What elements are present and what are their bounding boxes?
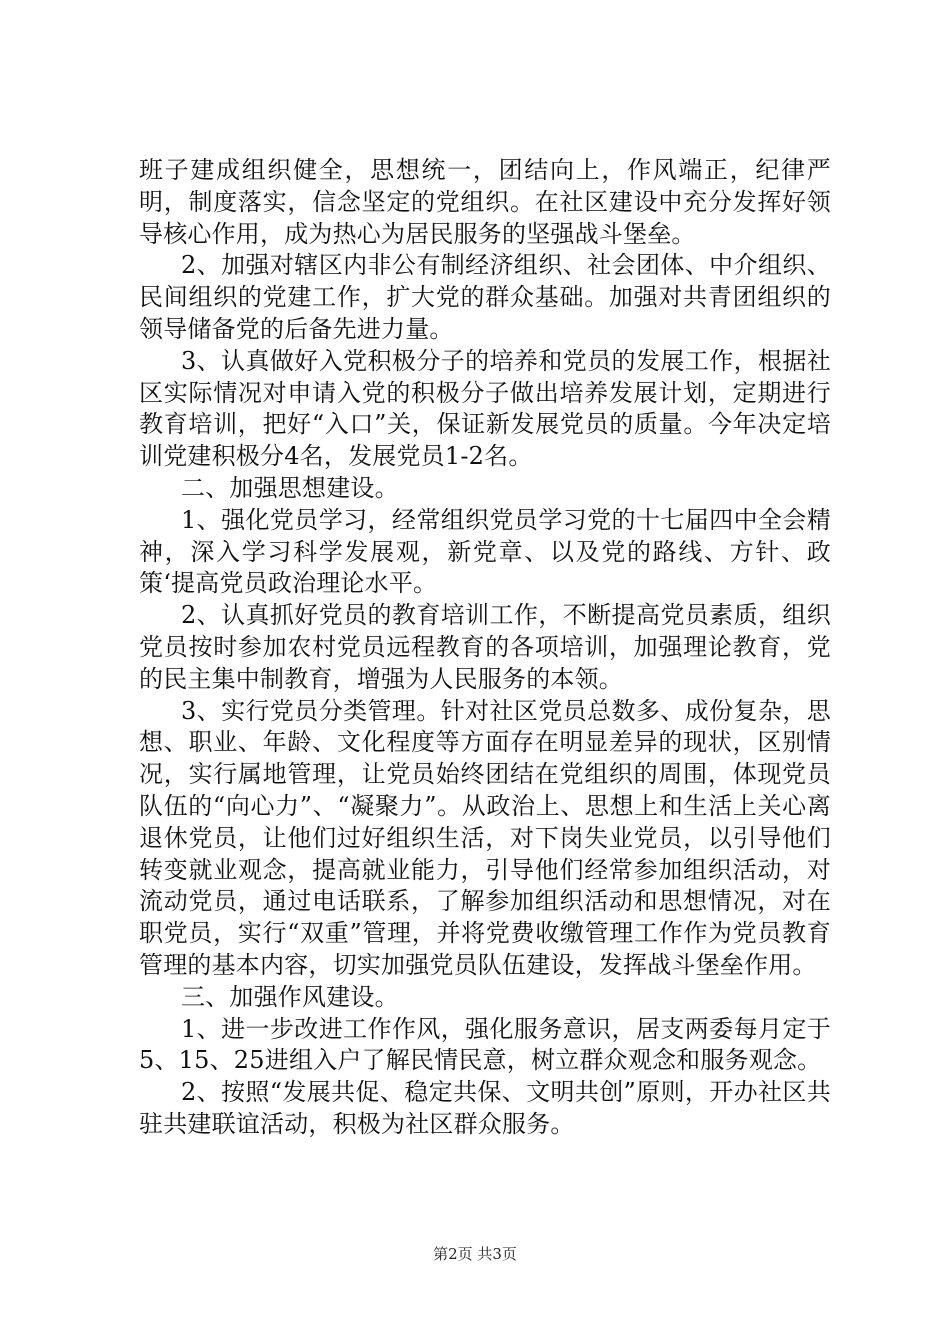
document-body — [139, 155, 831, 1141]
paragraph-item-2: 2、加强对辖区内非公有制经济组织、社会团体、中介组织、民间组织的党建工作，扩大党的群众基础。加强对共青团组织的领导储备党的后备先进力量。 — [139, 251, 831, 343]
paragraph-item-1: 1、进一步改进工作作风，强化服务意识，居支两委每月定于5、15、25进组入户了解民情民意，树立群众观念和服务观念。 — [139, 1014, 831, 1075]
section-heading-3: 三、加强作风建设。 — [181, 982, 399, 1011]
paragraph-continuation: 班子建成组织健全，思想统一，团结向上，作风端正，纪律严明，制度落实，信念坚定的党组织。在社区建设中充分发挥好领导核心作用，成为热心为居民服务的坚强战斗堡垒。 — [139, 156, 831, 248]
page-footer: 第2页 共3页 — [433, 1245, 517, 1263]
paragraph-item-2: 2、认真抓好党员的教育培训工作，不断提高党员素质，组织党员按时参加农村党员远程教育的各项培训，加强理论教育，党的民主集中制教育，增强为人民服务的本领。 — [139, 601, 831, 693]
section-heading-2: 二、加强思想建设。 — [181, 473, 399, 502]
paragraph-item-2: 2、按照“发展共促、稳定共保、文明共创”原则，开办社区共驻共建联谊活动，积极为社区群众服务。 — [139, 1078, 831, 1138]
paragraph-item-1: 1、强化党员学习，经常组织党员学习党的十七届四中全会精神，深入学习科学发展观，新党章、以及党的路线、方针、政策‘提高党员政治理论水平。 — [139, 505, 831, 598]
paragraph-item-3: 3、认真做好入党积极分子的培养和党员的发展工作，根据社区实际情况对申请入党的积极分子做出培养发展计划，定期进行教育培训，把好“入口”关，保证新发展党员的质量。今年决定培训党建积极分4名，发展党员1-2名。 — [139, 346, 831, 471]
paragraph-item-3: 3、实行党员分类管理。针对社区党员总数多、成份复杂，思想、职业、年龄、文化程度等方面存在明显差异的现状，区别情况，实行属地管理，让党员始终团结在党组织的周围，体现党员队伍的“向心力”、“凝聚力”。从政治上、思想上和生活上关心离退休党员，让他们过好组织生活，对下岗失业党员，以引导他们转变就业观念，提高就业能力，引导他们经常参加组织活动，对流动党员，通过电话联系，了解参加组织活动和思想情况，对在职党员，实行“双重”管理，并将党费收缴管理工作作为党员教育管理的基本内容，切实加强党员队伍建设，发挥战斗堡垒作用。 — [139, 696, 831, 979]
